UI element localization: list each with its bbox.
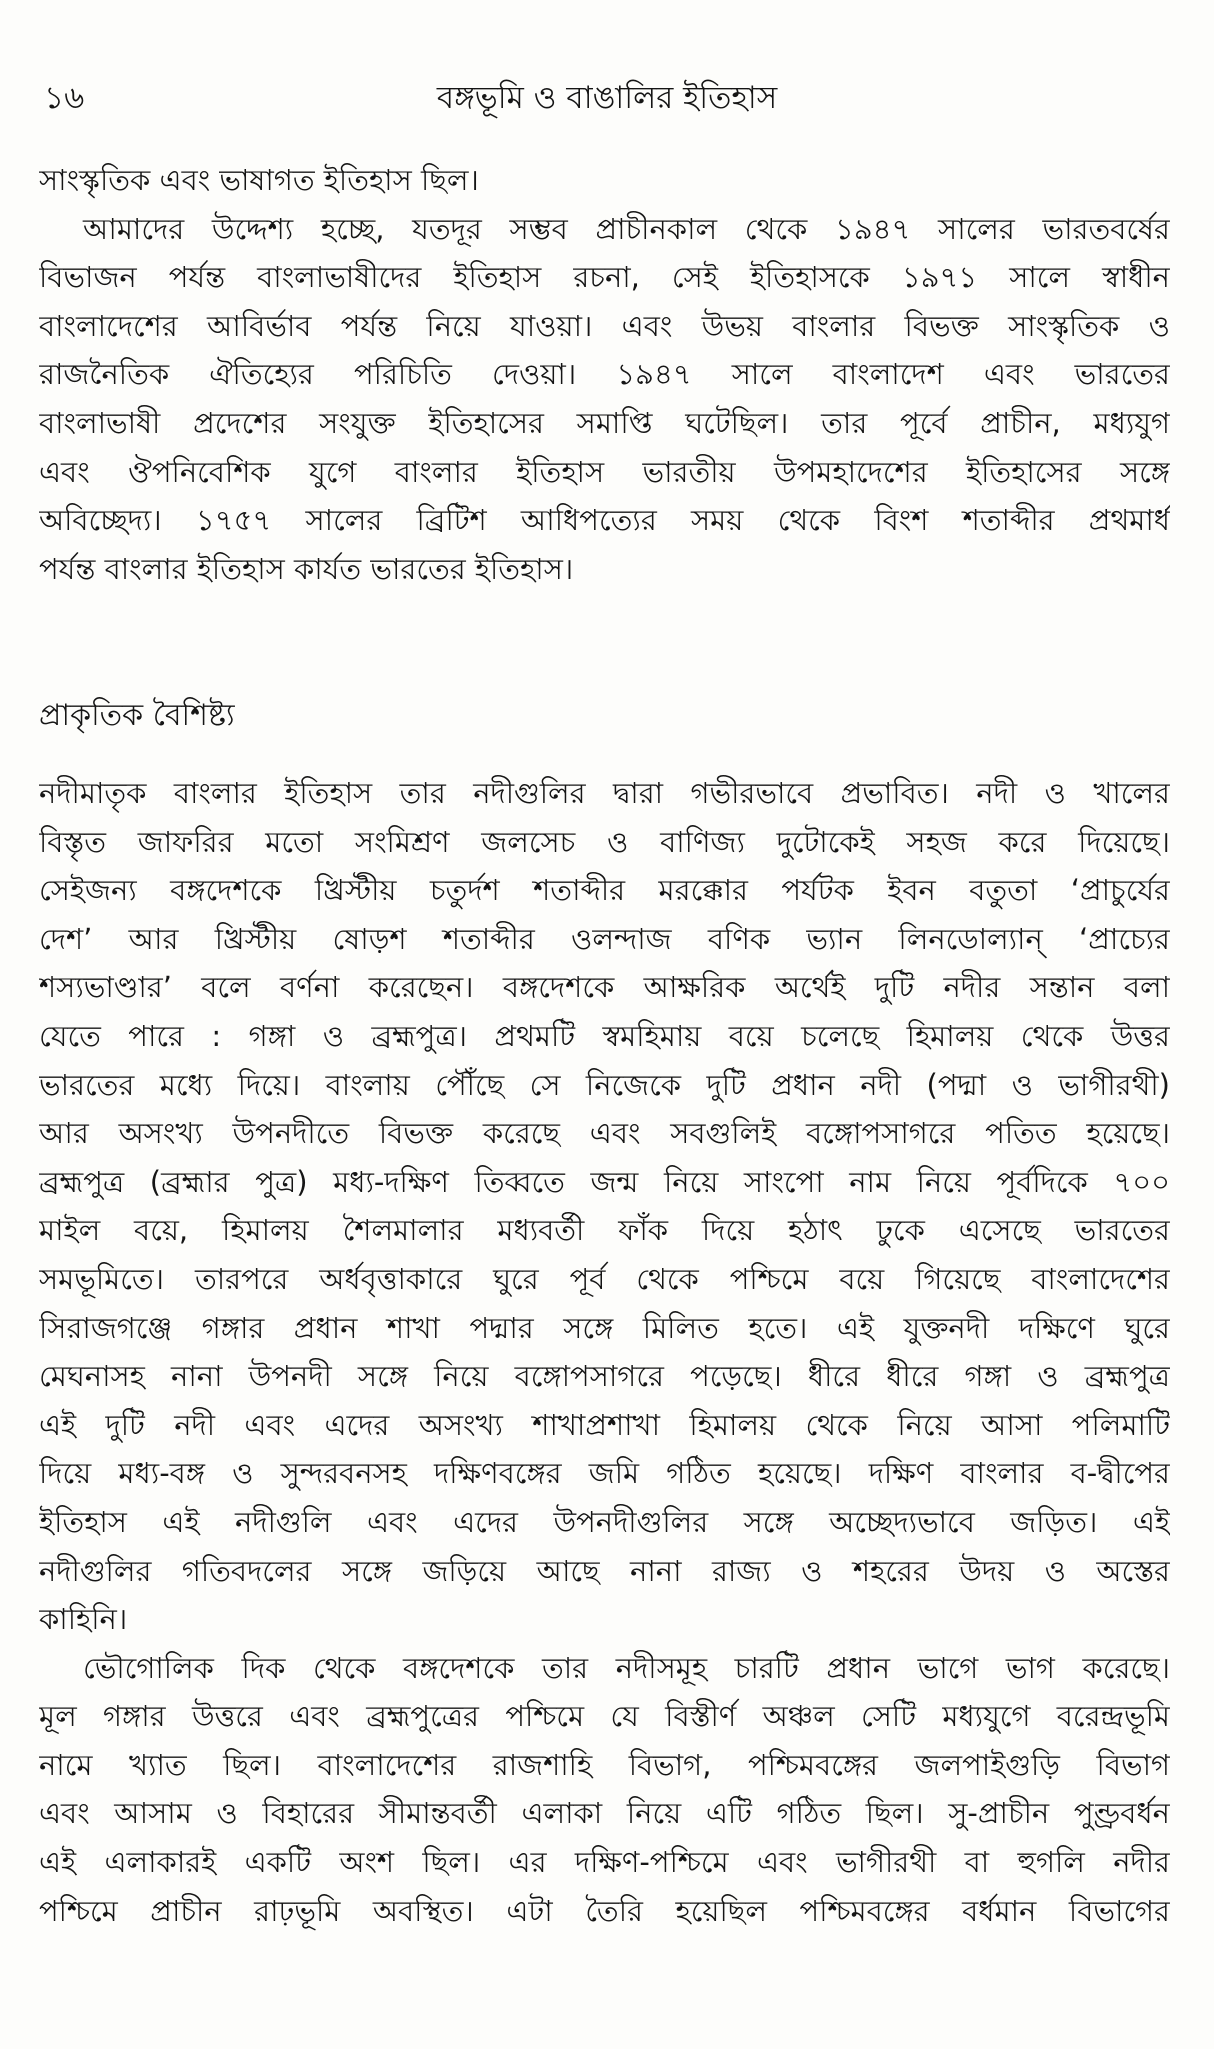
text-line: ভৌগোলিক দিক থেকে বঙ্গদেশকে তার নদীসমূহ চারটি প্রধান ভাগে ভাগ করেছে। (83, 1650, 1170, 1685)
text-line: ইতিহাস এই নদীগুলি এবং এদের উপনদীগুলির সঙ্গে অচ্ছেদ্যভাবে জড়িত। এই (39, 1504, 1170, 1539)
text-line: মেঘনাসহ নানা উপনদী সঙ্গে নিয়ে বঙ্গোপসাগরে পড়েছে। ধীরে ধীরে গঙ্গা ও ব্রহ্মপুত্র (39, 1359, 1170, 1394)
text-line: বিস্তৃত জাফরির মতো সংমিশ্রণ জলসেচ ও বাণিজ্য দুটোকেই সহজ করে দিয়েছে। (39, 824, 1170, 859)
text-line: এই এলাকারই একটি অংশ ছিল। এর দক্ষিণ-পশ্চিমে এবং ভাগীরথী বা হুগলি নদীর (39, 1845, 1170, 1880)
text-line: কাহিনি। (39, 1602, 128, 1637)
text-line: আমাদের উদ্দেশ্য হচ্ছে, যতদূর সম্ভব প্রাচীনকাল থেকে ১৯৪৭ সালের ভারতবর্ষের (83, 211, 1170, 246)
text-line: বিভাজন পর্যন্ত বাংলাভাষীদের ইতিহাস রচনা, সেই ইতিহাসকে ১৯৭১ সালে স্বাধীন (39, 260, 1170, 295)
text-line: নামে খ্যাত ছিল। বাংলাদেশের রাজশাহি বিভাগ, পশ্চিমবঙ্গের জলপাইগুড়ি বিভাগ (39, 1747, 1170, 1782)
text-line: সিরাজগঞ্জে গঙ্গার প্রধান শাখা পদ্মার সঙ্গে মিলিত হতে। এই যুক্তনদী দক্ষিণে ঘুরে (39, 1310, 1170, 1345)
text-line: অবিচ্ছেদ্য। ১৭৫৭ সালের ব্রিটিশ আধিপত্যের সময় থেকে বিংশ শতাব্দীর প্রথমার্ধ (39, 503, 1170, 538)
text-line: আর অসংখ্য উপনদীতে বিভক্ত করেছে এবং সবগুলিই বঙ্গোপসাগরে পতিত হয়েছে। (39, 1116, 1170, 1151)
text-line: এবং আসাম ও বিহারের সীমান্তবর্তী এলাকা নিয়ে এটি গঠিত ছিল। সু-প্রাচীন পুণ্ড্রবর্ধন (39, 1796, 1170, 1831)
section-heading: প্রাকৃতিক বৈশিষ্ট্য (39, 698, 235, 733)
text-line: নদীমাতৃক বাংলার ইতিহাস তার নদীগুলির দ্বারা গভীরভাবে প্রভাবিত। নদী ও খালের (39, 776, 1170, 810)
text-line: এই দুটি নদী এবং এদের অসংখ্য শাখাপ্রশাখা হিমালয় থেকে নিয়ে আসা পলিমাটি (39, 1407, 1170, 1442)
text-line: পর্যন্ত বাংলার ইতিহাস কার্যত ভারতের ইতিহাস। (39, 551, 574, 586)
running-title: বঙ্গভূমি ও বাঙালির ইতিহাস (436, 80, 778, 116)
text-line: সাংস্কৃতিক এবং ভাষাগত ইতিহাস ছিল। (39, 163, 479, 197)
text-line: বাংলাভাষী প্রদেশের সংযুক্ত ইতিহাসের সমাপ্তি ঘটেছিল। তার পূর্বে প্রাচীন, মধ্যযুগ (39, 405, 1170, 440)
paragraph-natural-features (39, 769, 1170, 1935)
page-number: ১৬ (44, 80, 85, 116)
text-line: এবং ঔপনিবেশিক যুগে বাংলার ইতিহাস ভারতীয় উপমহাদেশের ইতিহাসের সঙ্গে (39, 454, 1170, 489)
text-line: দেশ’ আর খ্রিস্টীয় ষোড়শ শতাব্দীর ওলন্দাজ বণিক ভ্যান লিনডোল্যান্ ‘প্রাচ্যের (39, 921, 1170, 956)
text-line: মূল গঙ্গার উত্তরে এবং ব্রহ্মপুত্রের পশ্চিমে যে বিস্তীর্ণ অঞ্চল সেটি মধ্যযুগে বরেন্দ্রভূমি (39, 1699, 1170, 1734)
text-line: যেতে পারে : গঙ্গা ও ব্রহ্মপুত্র। প্রথমটি স্বমহিমায় বয়ে চলেছে হিমালয় থেকে উত্তর (39, 1018, 1170, 1053)
text-line: সমভূমিতে। তারপরে অর্ধবৃত্তাকারে ঘুরে পূর্ব থেকে পশ্চিমে বয়ে গিয়েছে বাংলাদেশের (39, 1261, 1170, 1296)
text-line: শস্যভাণ্ডার’ বলে বর্ণনা করেছেন। বঙ্গদেশকে আক্ষরিক অর্থেই দুটি নদীর সন্তান বলা (39, 970, 1170, 1005)
text-line: ভারতের মধ্যে দিয়ে। বাংলায় পৌঁছে সে নিজেকে দুটি প্রধান নদী (পদ্মা ও ভাগীরথী) (39, 1067, 1170, 1102)
text-line: পশ্চিমে প্রাচীন রাঢ়ভূমি অবস্থিত। এটা তৈরি হয়েছিল পশ্চিমবঙ্গের বর্ধমান বিভাগের (39, 1893, 1170, 1928)
text-line: সেইজন্য বঙ্গদেশকে খ্রিস্টীয় চতুর্দশ শতাব্দীর মরক্কোর পর্যটক ইবন বতুতা ‘প্রাচুর্যের (39, 873, 1170, 908)
text-line: মাইল বয়ে, হিমালয় শৈলমালার মধ্যবর্তী ফাঁক দিয়ে হঠাৎ ঢুকে এসেছে ভারতের (39, 1213, 1170, 1248)
text-line: রাজনৈতিক ঐতিহ্যের পরিচিতি দেওয়া। ১৯৪৭ সালে বাংলাদেশ এবং ভারতের (39, 357, 1170, 392)
text-line: বাংলাদেশের আবির্ভাব পর্যন্ত নিয়ে যাওয়া। এবং উভয় বাংলার বিভক্ত সাংস্কৃতিক ও (39, 308, 1170, 343)
paragraph-intro (39, 156, 1170, 593)
text-line: ব্রহ্মপুত্র (ব্রহ্মার পুত্র) মধ্য-দক্ষিণ তিব্বতে জন্ম নিয়ে সাংপো নাম নিয়ে পূর্বদিকে ৭০০ (39, 1164, 1170, 1199)
text-line: দিয়ে মধ্য-বঙ্গ ও সুন্দরবনসহ দক্ষিণবঙ্গের জমি গঠিত হয়েছে। দক্ষিণ বাংলার ব-দ্বীপের (39, 1456, 1170, 1491)
text-line: নদীগুলির গতিবদলের সঙ্গে জড়িয়ে আছে নানা রাজ্য ও শহরের উদয় ও অস্তের (39, 1553, 1170, 1588)
